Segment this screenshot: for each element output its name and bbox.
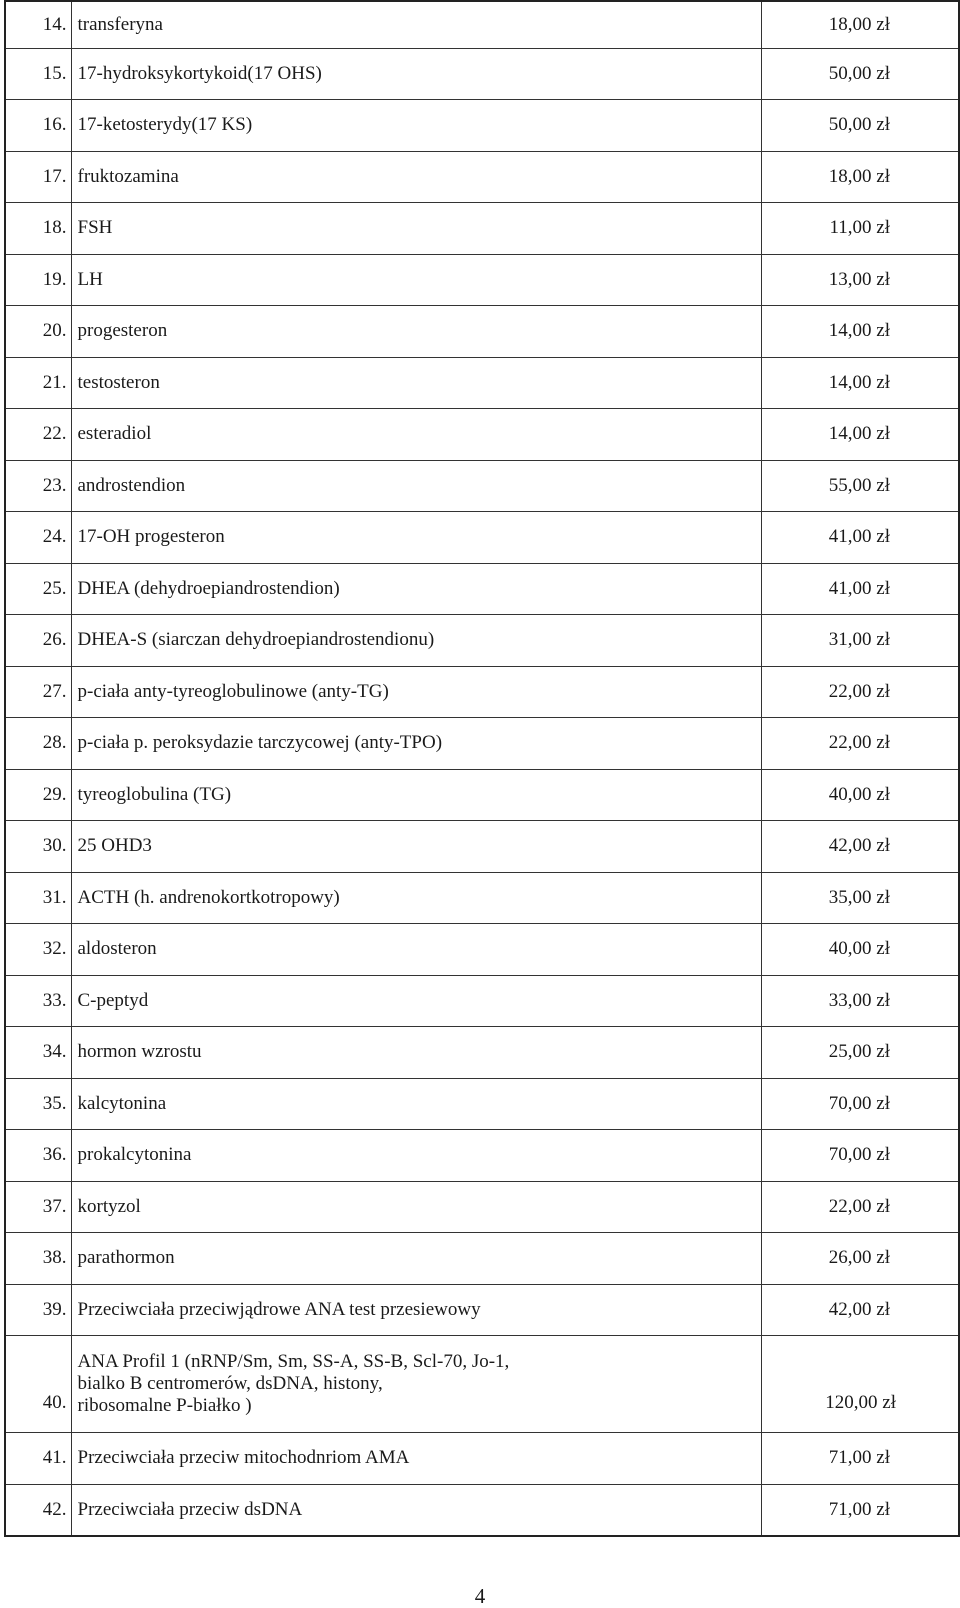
test-price: 50,00 zł — [761, 100, 959, 152]
table-row — [5, 460, 959, 512]
test-price: 25,00 zł — [761, 1027, 959, 1079]
test-name: FSH — [71, 203, 761, 255]
row-number: 19. — [5, 254, 71, 306]
test-price: 14,00 zł — [761, 306, 959, 358]
table-row — [5, 975, 959, 1027]
row-number: 22. — [5, 409, 71, 461]
table-row — [5, 666, 959, 718]
table-row — [5, 512, 959, 564]
test-name-line: ANA Profil 1 (nRNP/Sm, Sm, SS-A, SS-B, Scl-70, Jo-1, — [77, 1351, 510, 1372]
test-name: 17-ketosterydy(17 KS) — [71, 100, 761, 152]
table-row — [5, 357, 959, 409]
table-row — [5, 1336, 959, 1433]
row-number: 18. — [5, 203, 71, 255]
row-number: 42. — [5, 1484, 71, 1536]
table-row — [5, 151, 959, 203]
row-number: 30. — [5, 821, 71, 873]
table-row — [5, 1484, 959, 1536]
test-name — [71, 1336, 761, 1433]
table-row — [5, 563, 959, 615]
page-number: 4 — [474, 1584, 486, 1608]
row-number: 39. — [5, 1284, 71, 1336]
test-price: 55,00 zł — [761, 460, 959, 512]
row-number: 29. — [5, 769, 71, 821]
test-price: 50,00 zł — [761, 48, 959, 100]
row-number: 23. — [5, 460, 71, 512]
test-name: ACTH (h. andrenokortkotropowy) — [71, 872, 761, 924]
test-name: C-peptyd — [71, 975, 761, 1027]
table-row — [5, 306, 959, 358]
test-name: p-ciała p. peroksydazie tarczycowej (anty-TPO) — [71, 718, 761, 770]
test-name: Przeciwciała przeciw mitochodnriom AMA — [71, 1433, 761, 1485]
test-price: 120,00 zł — [761, 1336, 959, 1433]
test-name: Przeciwciała przeciw dsDNA — [71, 1484, 761, 1536]
test-price: 33,00 zł — [761, 975, 959, 1027]
table-row — [5, 1, 959, 48]
test-name: aldosteron — [71, 924, 761, 976]
table-row — [5, 409, 959, 461]
test-price: 70,00 zł — [761, 1130, 959, 1182]
table-row — [5, 924, 959, 976]
row-number: 41. — [5, 1433, 71, 1485]
test-name: esteradiol — [71, 409, 761, 461]
table-row — [5, 821, 959, 873]
row-number: 15. — [5, 48, 71, 100]
row-number: 21. — [5, 357, 71, 409]
test-name: 17-OH progesteron — [71, 512, 761, 564]
row-number: 14. — [5, 1, 71, 48]
table-row — [5, 48, 959, 100]
row-number: 16. — [5, 100, 71, 152]
test-price: 71,00 zł — [761, 1484, 959, 1536]
test-name: DHEA-S (siarczan dehydroepiandrostendionu) — [71, 615, 761, 667]
test-price: 14,00 zł — [761, 409, 959, 461]
table-row — [5, 1078, 959, 1130]
row-number: 28. — [5, 718, 71, 770]
test-name: testosteron — [71, 357, 761, 409]
table-row — [5, 1284, 959, 1336]
table-row — [5, 254, 959, 306]
row-number: 35. — [5, 1078, 71, 1130]
test-price: 40,00 zł — [761, 924, 959, 976]
row-number: 31. — [5, 872, 71, 924]
test-name: prokalcytonina — [71, 1130, 761, 1182]
row-number: 33. — [5, 975, 71, 1027]
test-price: 42,00 zł — [761, 1284, 959, 1336]
test-price: 31,00 zł — [761, 615, 959, 667]
row-number: 20. — [5, 306, 71, 358]
row-number: 37. — [5, 1181, 71, 1233]
test-name: tyreoglobulina (TG) — [71, 769, 761, 821]
test-price: 11,00 zł — [761, 203, 959, 255]
test-price: 42,00 zł — [761, 821, 959, 873]
row-number: 24. — [5, 512, 71, 564]
test-price: 41,00 zł — [761, 512, 959, 564]
test-name: DHEA (dehydroepiandrostendion) — [71, 563, 761, 615]
test-name: hormon wzrostu — [71, 1027, 761, 1079]
test-price: 22,00 zł — [761, 1181, 959, 1233]
test-name: kalcytonina — [71, 1078, 761, 1130]
table-row — [5, 1433, 959, 1485]
test-name: kortyzol — [71, 1181, 761, 1233]
table-row — [5, 203, 959, 255]
table-row — [5, 718, 959, 770]
test-name: parathormon — [71, 1233, 761, 1285]
table-row — [5, 1181, 959, 1233]
row-number: 38. — [5, 1233, 71, 1285]
test-name: fruktozamina — [71, 151, 761, 203]
table-row — [5, 1130, 959, 1182]
test-name: androstendion — [71, 460, 761, 512]
test-price: 22,00 zł — [761, 666, 959, 718]
test-name: LH — [71, 254, 761, 306]
table-row — [5, 1027, 959, 1079]
row-number: 40. — [5, 1336, 71, 1433]
test-name: p-ciała anty-tyreoglobulinowe (anty-TG) — [71, 666, 761, 718]
price-table — [4, 0, 960, 1537]
row-number: 26. — [5, 615, 71, 667]
test-price: 13,00 zł — [761, 254, 959, 306]
table-row — [5, 1233, 959, 1285]
test-price: 26,00 zł — [761, 1233, 959, 1285]
test-price: 18,00 zł — [761, 1, 959, 48]
table-row — [5, 615, 959, 667]
test-name: Przeciwciała przeciwjądrowe ANA test przesiewowy — [71, 1284, 761, 1336]
test-name: transferyna — [71, 1, 761, 48]
test-price: 35,00 zł — [761, 872, 959, 924]
test-price: 70,00 zł — [761, 1078, 959, 1130]
row-number: 17. — [5, 151, 71, 203]
test-price: 22,00 zł — [761, 718, 959, 770]
test-price: 18,00 zł — [761, 151, 959, 203]
row-number: 25. — [5, 563, 71, 615]
test-price: 71,00 zł — [761, 1433, 959, 1485]
row-number: 36. — [5, 1130, 71, 1182]
test-price: 40,00 zł — [761, 769, 959, 821]
row-number: 34. — [5, 1027, 71, 1079]
test-price: 14,00 zł — [761, 357, 959, 409]
test-name: progesteron — [71, 306, 761, 358]
table-row — [5, 100, 959, 152]
row-number: 27. — [5, 666, 71, 718]
test-name-line: bialko B centromerów, dsDNA, histony, — [77, 1373, 383, 1394]
table-row — [5, 872, 959, 924]
test-name: 25 OHD3 — [71, 821, 761, 873]
table-row — [5, 769, 959, 821]
row-number: 32. — [5, 924, 71, 976]
test-name: 17-hydroksykortykoid(17 OHS) — [71, 48, 761, 100]
test-name-line: ribosomalne P-białko ) — [77, 1395, 252, 1416]
test-price: 41,00 zł — [761, 563, 959, 615]
